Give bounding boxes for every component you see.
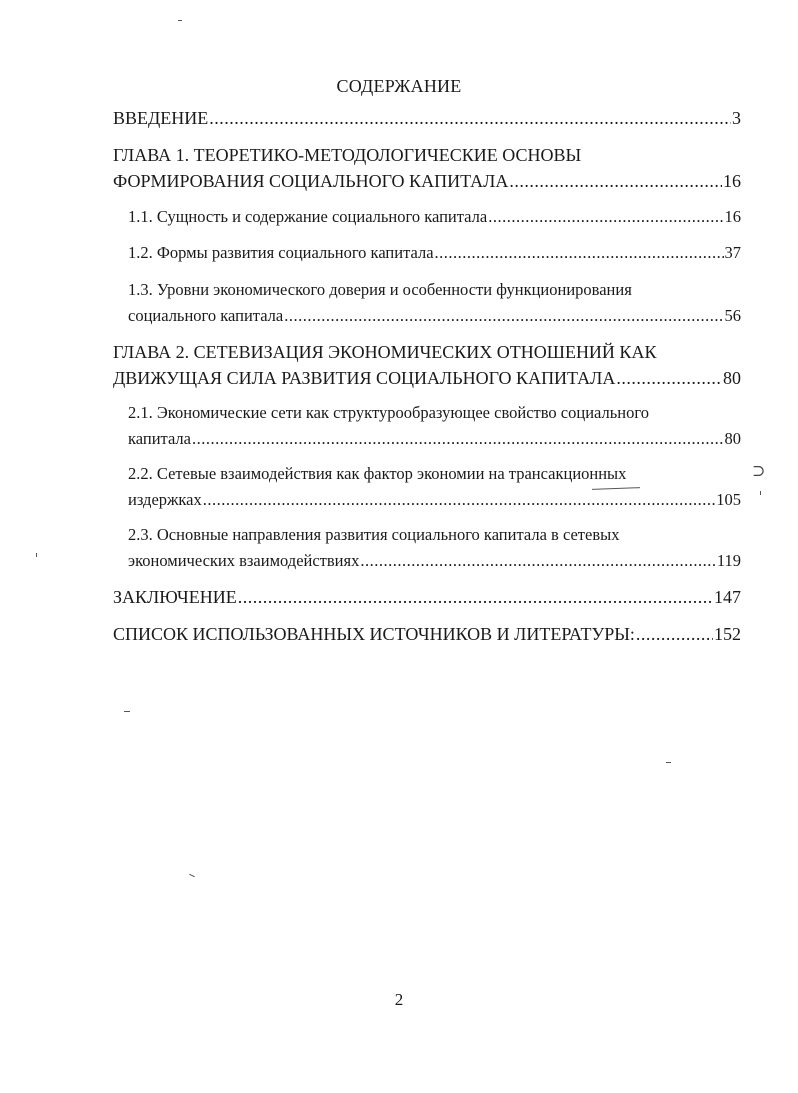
toc-line bbox=[128, 303, 741, 329]
toc-entry-title: 2.3. Основные направления развития социального капитала в сетевых bbox=[128, 525, 620, 544]
toc-page-number: 16 bbox=[723, 171, 741, 191]
toc-line bbox=[113, 168, 741, 194]
dot-leader bbox=[488, 204, 723, 230]
toc-line bbox=[113, 365, 741, 391]
dot-leader bbox=[192, 426, 724, 452]
toc-entry-title: 2.1. Экономические сети как структурообразующее свойство социального bbox=[128, 403, 649, 422]
toc-entry-title: СПИСОК ИСПОЛЬЗОВАННЫХ ИСТОЧНИКОВ И ЛИТЕРАТУРЫ: bbox=[113, 624, 635, 644]
toc-entry-introduction[interactable] bbox=[113, 105, 741, 131]
toc-entry-section-1-3[interactable] bbox=[128, 277, 741, 329]
toc-line bbox=[128, 548, 741, 574]
toc-entry-title: ЗАКЛЮЧЕНИЕ bbox=[113, 587, 237, 607]
dot-leader bbox=[435, 240, 724, 266]
toc-page-number: 152 bbox=[714, 624, 741, 644]
toc-entry-title-continued: социального капитала bbox=[128, 306, 284, 325]
toc-entry-bibliography[interactable] bbox=[113, 621, 741, 647]
toc-entry-section-2-3[interactable] bbox=[128, 522, 741, 574]
toc-line bbox=[128, 240, 741, 266]
dot-leader bbox=[209, 105, 731, 131]
toc-line bbox=[128, 426, 741, 452]
scan-speck bbox=[178, 20, 182, 21]
toc-entry-section-2-2[interactable] bbox=[128, 461, 741, 513]
toc-entry-title: 1.2. Формы развития социального капитала bbox=[128, 243, 434, 262]
toc-line bbox=[128, 400, 741, 426]
dot-leader bbox=[203, 487, 715, 513]
toc-entry-title: ВВЕДЕНИЕ bbox=[113, 108, 209, 128]
dot-leader bbox=[238, 584, 713, 610]
toc-line bbox=[128, 487, 741, 513]
toc-entry-title-continued: экономических взаимодействиях bbox=[128, 551, 360, 570]
scan-speck bbox=[666, 762, 671, 763]
scan-speck bbox=[124, 711, 130, 712]
toc-page-number: 80 bbox=[723, 368, 741, 388]
scan-speck bbox=[36, 553, 37, 557]
page-number: 2 bbox=[394, 990, 404, 1009]
toc-line bbox=[113, 621, 741, 647]
dot-leader bbox=[360, 548, 716, 574]
toc-entry-title: 1.3. Уровни экономического доверия и особенности функционирования bbox=[128, 280, 632, 299]
toc-line bbox=[128, 461, 741, 487]
dot-leader bbox=[509, 168, 722, 194]
dot-leader bbox=[636, 621, 713, 647]
toc-page-number: 3 bbox=[732, 108, 741, 128]
toc-entry-section-1-2[interactable] bbox=[128, 240, 741, 266]
toc-page-number: 105 bbox=[716, 490, 741, 509]
toc-entry-title-continued: ДВИЖУЩАЯ СИЛА РАЗВИТИЯ СОЦИАЛЬНОГО КАПИТАЛА bbox=[113, 368, 616, 388]
toc-line bbox=[113, 339, 741, 365]
toc-line bbox=[128, 277, 741, 303]
toc-page-number: 37 bbox=[724, 243, 741, 262]
page-title: СОДЕРЖАНИЕ bbox=[336, 76, 462, 96]
toc-entry-title: 2.2. Сетевые взаимодействия как фактор экономии на трансакционных bbox=[128, 464, 627, 483]
toc-entry-title: 1.1. Сущность и содержание социального капитала bbox=[128, 207, 488, 226]
toc-entry-title-continued: капитала bbox=[128, 429, 191, 448]
dot-leader bbox=[284, 303, 723, 329]
toc-page-number: 56 bbox=[724, 306, 741, 325]
toc-line bbox=[128, 522, 741, 548]
pen-mark: ⊃ bbox=[752, 463, 766, 480]
scan-speck bbox=[760, 491, 761, 495]
toc-line bbox=[113, 142, 741, 168]
toc-entry-section-1-1[interactable] bbox=[128, 204, 741, 230]
scan-speck bbox=[189, 874, 195, 877]
toc-entry-chapter-1[interactable] bbox=[113, 142, 741, 194]
toc-page-number: 16 bbox=[724, 207, 741, 226]
toc-page-number: 147 bbox=[714, 587, 741, 607]
toc-line bbox=[128, 204, 741, 230]
toc-entry-conclusion[interactable] bbox=[113, 584, 741, 610]
toc-entry-section-2-1[interactable] bbox=[128, 400, 741, 452]
toc-entry-chapter-2[interactable] bbox=[113, 339, 741, 391]
toc-entry-title: ГЛАВА 1. ТЕОРЕТИКО-МЕТОДОЛОГИЧЕСКИЕ ОСНОВЫ bbox=[113, 145, 582, 165]
toc-entry-title: ГЛАВА 2. СЕТЕВИЗАЦИЯ ЭКОНОМИЧЕСКИХ ОТНОШЕНИЙ КАК bbox=[113, 342, 657, 362]
toc-entry-title-continued: издержках bbox=[128, 490, 202, 509]
toc-line bbox=[113, 584, 741, 610]
toc-page-number: 80 bbox=[724, 429, 741, 448]
dot-leader bbox=[616, 365, 722, 391]
toc-page-number: 119 bbox=[716, 551, 741, 570]
toc-entry-title-continued: ФОРМИРОВАНИЯ СОЦИАЛЬНОГО КАПИТАЛА bbox=[113, 171, 509, 191]
toc-line bbox=[113, 105, 741, 131]
